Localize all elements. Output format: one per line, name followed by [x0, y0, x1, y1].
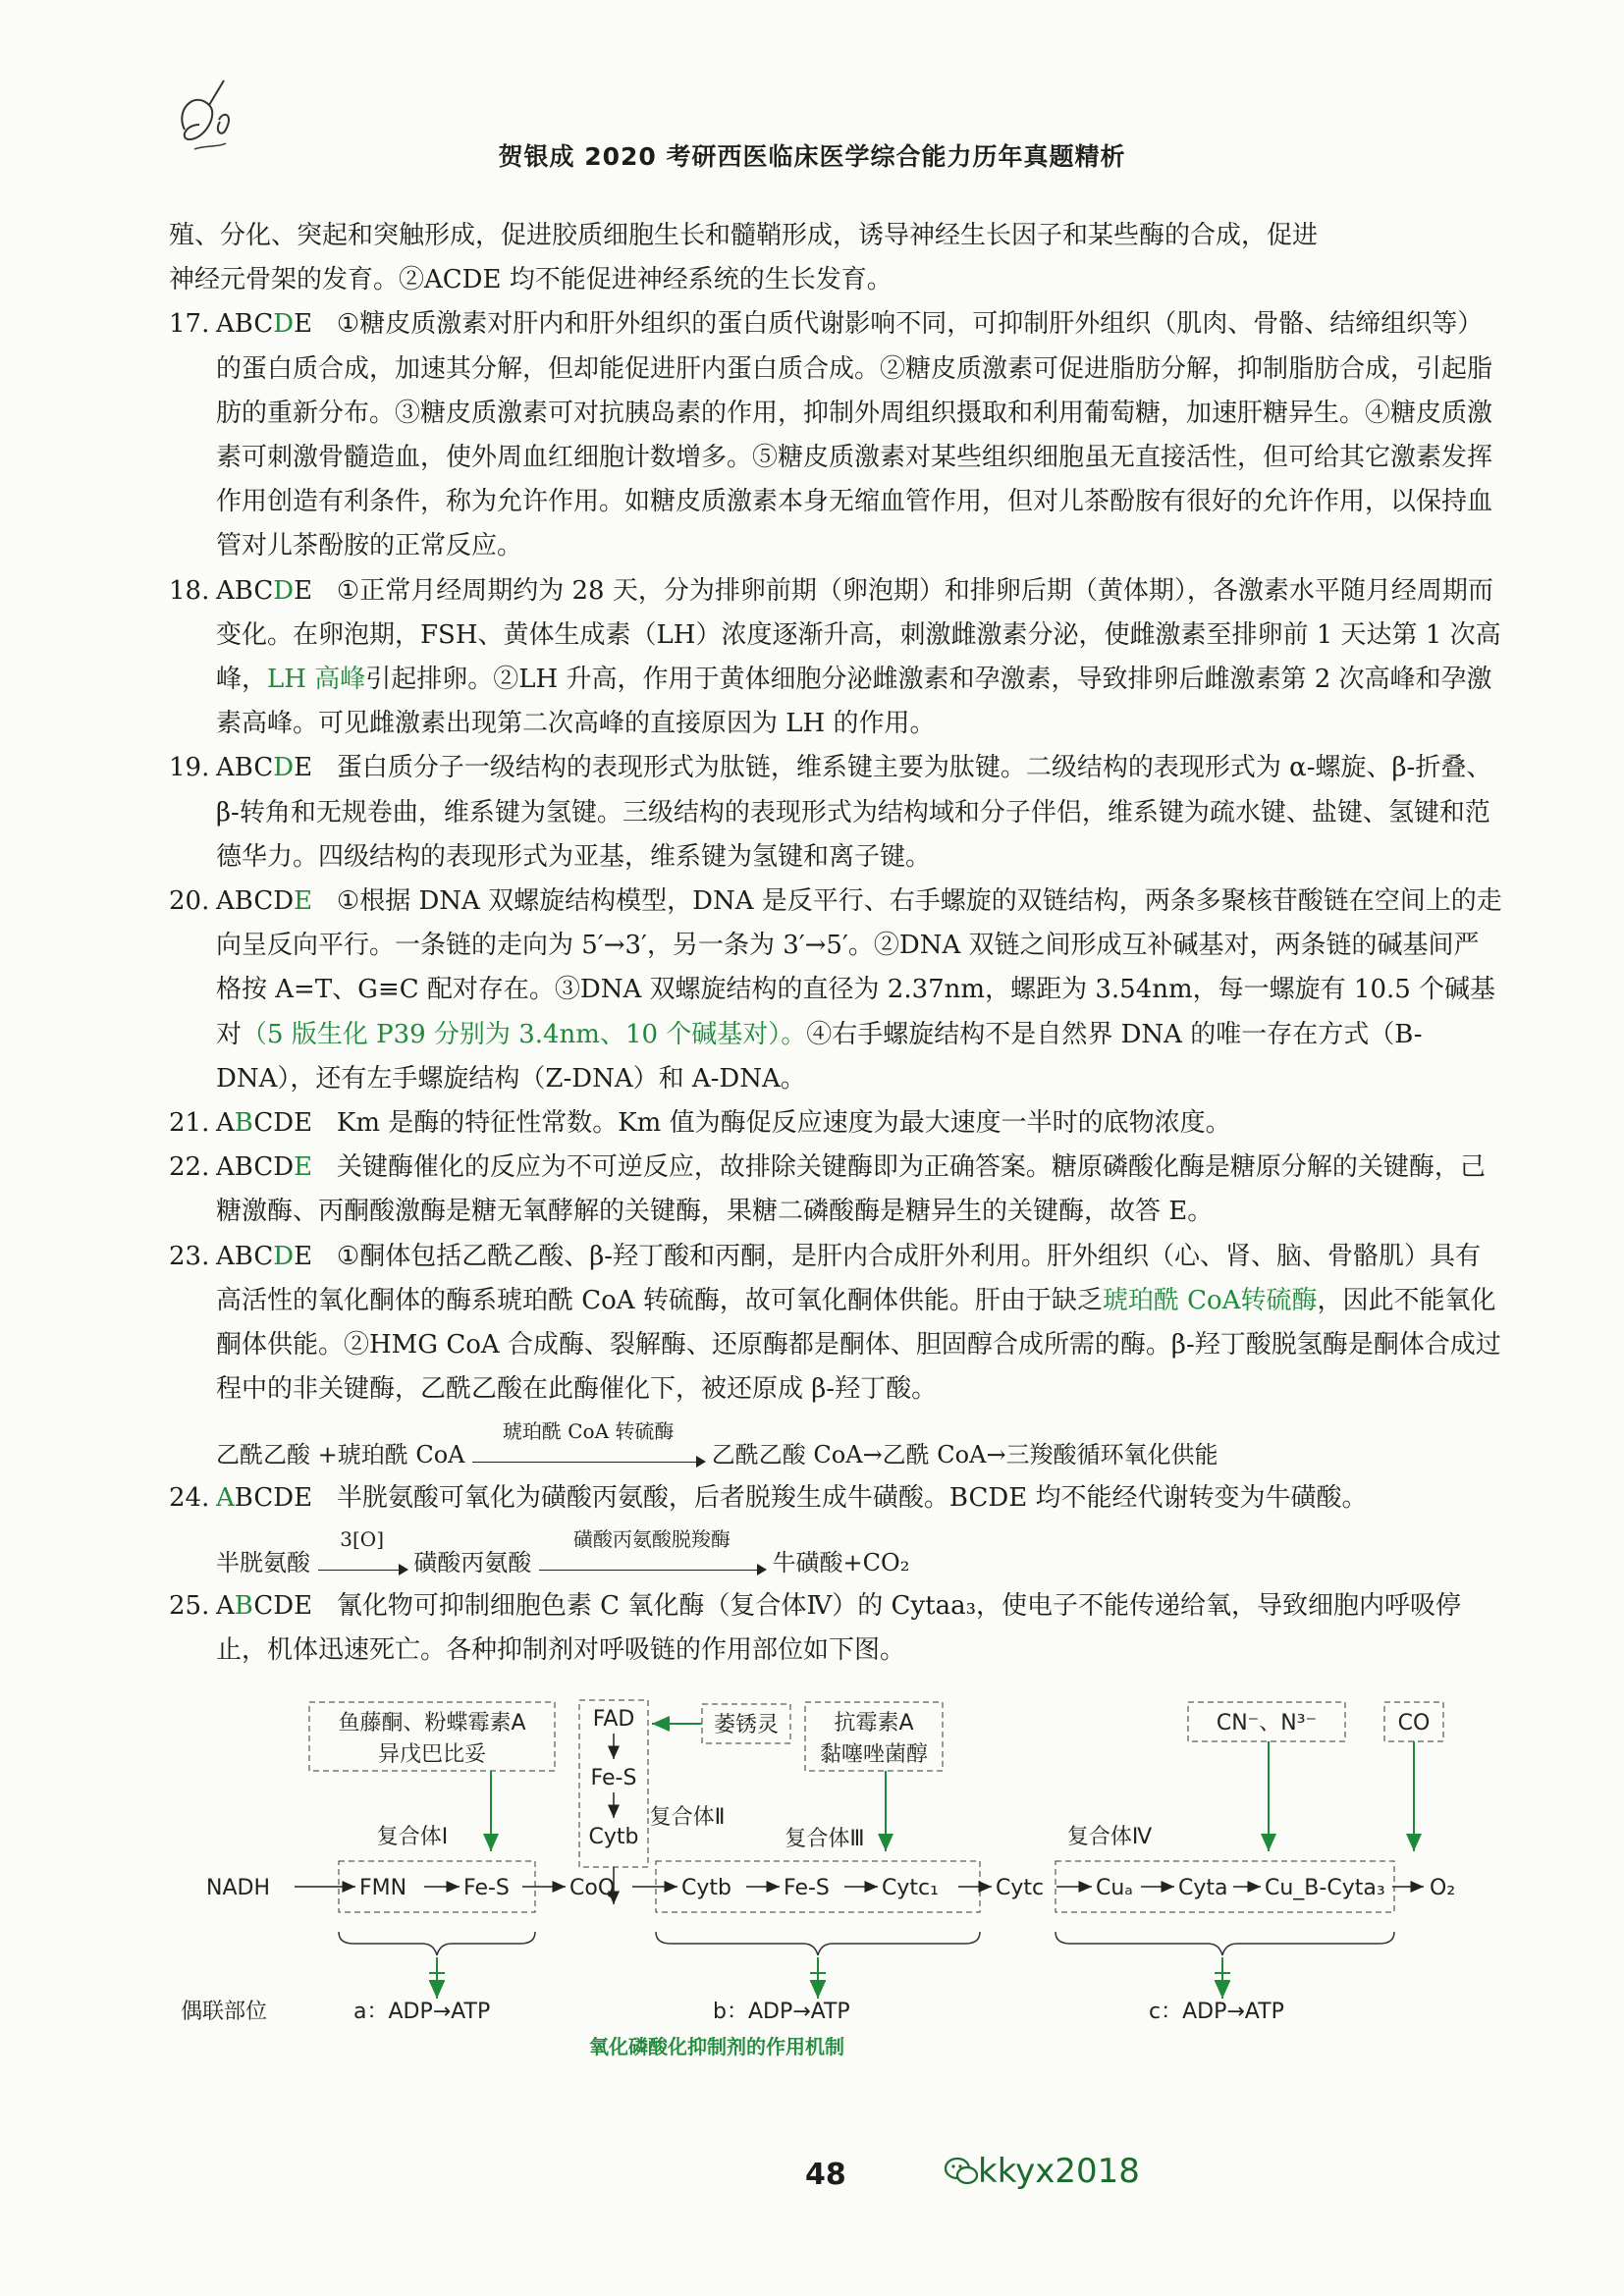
inhibitor-label: 鱼藤酮、粉蝶霉素A [338, 1711, 526, 1735]
correct-answer: D [273, 575, 295, 606]
item-line: 缔组织等）的蛋白质合成，加速其分解，但却能促进肝内蛋白质合成。②糖皮质激素可促进脂肪分解， [216, 309, 1484, 384]
complex-ii-label: 复合体Ⅱ [649, 1805, 726, 1830]
intro-line: 神经元骨架的发育。②ACDE 均不能促进神经系统的生长发育。 [169, 265, 893, 295]
answer-text [169, 214, 1504, 1673]
cytb-label: Cytb [681, 1876, 731, 1900]
cytb-label: Cytb [588, 1825, 639, 1849]
highlight-text: 转硫酶 [1240, 1285, 1318, 1315]
coq-label: CoQ [569, 1876, 616, 1900]
enzyme-label: 琥珀酰 CoA 转硫酶 [502, 1419, 675, 1444]
inhibitor-label: 异戊巴比妥 [377, 1742, 487, 1767]
respiratory-chain-diagram [167, 1686, 1522, 2059]
nadh-label: NADH [206, 1876, 270, 1900]
answer-item-23: 23. ABCDE ①酮体包括乙酰乙酸、β-羟丁酸和丙酮，是肝内合成肝外利用。肝外组织（心、肾、脑、骨骼肌）具有高活性的氧化酮体的酶系琥珀酰 CoA 转硫酶，故可氧化酮体供能。肝由于缺乏琥珀酰 CoA转硫酶，因此不能氧化酮体供能。②HMG CoA 合成酶、裂解酶、还原酶都是酮体、胆固醇合成所需的酶。β-羟丁酸脱氢酶是酮体合成过程中的非关键酶，乙酰乙酸在此酶催化下，被还原成 β-羟丁酸。 [169, 1235, 1504, 1413]
enzyme-label: 磺酸丙氨酸脱羧酶 [572, 1526, 731, 1551]
correct-answer: D [273, 753, 295, 783]
coupling-site-c: c：ADP→ATP [1149, 2000, 1284, 2024]
arrow-label: 3[O] [340, 1526, 384, 1551]
inhibitor-label: CN⁻、N³⁻ [1216, 1711, 1318, 1735]
item-number: 22. [169, 1152, 210, 1183]
reaction-equation-23: 乙酰乙酸 +琥珀酰 CoA 琥珀酰 CoA 转硫酶 乙酰乙酸 CoA→乙酰 CoA→三羧酸循环氧化供能 [169, 1433, 1504, 1476]
correct-answer: B [234, 1590, 254, 1621]
inhibitor-label: 萎锈灵 [713, 1713, 780, 1737]
item-number: 24. [169, 1483, 210, 1514]
highlight-text: （5 版生化 P39 分别为 3.4nm、10 个碱基对）。 [242, 1019, 807, 1049]
item-number: 19. [169, 753, 210, 783]
complex-iii-label: 复合体Ⅲ [785, 1827, 865, 1851]
coupling-site-a: a：ADP→ATP [353, 2000, 491, 2024]
page-header: 贺银成 2020 考研西医临床医学综合能力历年真题精析 [498, 142, 1126, 171]
answer-item-24: 24. ABCDE 半胱氨酸可氧化为磺酸丙氨酸，后者脱羧生成牛磺酸。BCDE 均不能经代谢转变为牛磺酸。 [169, 1476, 1504, 1521]
complex-iv-label: 复合体Ⅳ [1066, 1825, 1153, 1849]
inhibitor-label: 黏噻唑菌醇 [819, 1742, 929, 1767]
answer-item-20: 20. ABCDE ①根据 DNA 双螺旋结构模型，DNA 是反平行、右手螺旋的双链结构，两条多聚核苷酸链在空间上的走向呈反向平行。一条链的走向为 5′→3′，另一条为 3′→5′。②DNA 双链之间形成互补碱基对，两条链的碱基间严格按 A=T、G≡C 配对存在。③DNA 双螺旋结构的直径为 2.37nm，螺距为 3.54nm，每一螺旋有 10.5 个碱基对（5 版生化 P39 分别为 3.4nm、10 个碱基对）。④右手螺旋结构不是自然界 DNA 的唯一存在方式（B-DNA），还有左手螺旋结构（Z-DNA）和 A-DNA。 [169, 880, 1504, 1101]
answer-options: ABCDE [216, 1483, 313, 1514]
correct-answer: B [234, 1108, 254, 1139]
coupling-site-label: 偶联部位 [181, 2000, 268, 2024]
answer-options: ABCDE [216, 1108, 313, 1139]
wechat-icon [945, 2157, 978, 2186]
reaction-equation-24: 半胱氨酸 3[O] 磺酸丙氨酸 磺酸丙氨酸脱羧酶 牛磺酸+CO₂ [169, 1541, 1504, 1584]
answer-item-18: 18. ABCDE ①正常月经周期约为 28 天，分为排卵前期（卵泡期）和排卵后期（黄体期），各激素水平随月经周期而变化。在卵泡期，FSH、黄体生成素（LH）浓度逐渐升高，刺激雌激素分泌，使雌激素至排卵前 1 天达第 1 次高峰，LH 高峰引起排卵。②LH 升高，作用于黄体细胞分泌雌激素和孕激素，导致排卵后雌激素第 2 次高峰和孕激素高峰。可见雌激素出现第二次高峰的直接原因为 LH 的作用。 [169, 569, 1504, 747]
correct-answer: D [273, 309, 295, 340]
cytc-label: Cytc [996, 1876, 1045, 1900]
correct-answer: E [294, 1152, 313, 1183]
cub-cyta3-label: Cu_B-Cyta₃ [1265, 1876, 1385, 1900]
answer-options: ABCDE [216, 309, 313, 340]
inhibitor-label: CO [1397, 1711, 1431, 1735]
cyta-label: Cyta [1178, 1876, 1228, 1900]
answer-item-21: 21. ABCDE Km 是酶的特征性常数。Km 值为酶促反应速度为最大速度一半时的底物浓度。 [169, 1101, 1504, 1146]
item-line: ①糖皮质激素对肝内和肝外组织的蛋白质代谢影响不同，可抑制肝外组织（肌肉、骨骼、结 [336, 309, 1356, 340]
highlight-text: 琥珀酰 CoA [1102, 1285, 1241, 1315]
answer-options: ABCDE [216, 1241, 313, 1271]
item-number: 21. [169, 1108, 210, 1139]
item-line: 葡萄糖，加速肝糖异生。④糖皮质激素可刺激骨髓造血，使外周血红细胞计数增多。⑤糖皮质激素对 [216, 398, 1493, 473]
answer-item-22: 22. ABCDE 关键酶催化的反应为不可逆反应，故排除关键酶即为正确答案。糖原磷酸化酶是糖原分解的关键酶，己糖激酶、丙酮酸激酶是糖无氧酵解的关键酶，果糖二磷酸酶是糖异生的关键酶，故答 E。 [169, 1146, 1504, 1234]
item-number: 20. [169, 886, 210, 917]
answer-options: ABCDE [216, 1590, 313, 1621]
fes-label: Fe-S [463, 1876, 510, 1900]
coupling-brace-a [339, 1932, 535, 1955]
answer-options: ABCDE [216, 886, 313, 917]
answer-item-19: 19. ABCDE 蛋白质分子一级结构的表现形式为肽链，维系键主要为肽键。二级结构的表现形式为 α-螺旋、β-折叠、β-转角和无规卷曲，维系键为氢键。三级结构的表现形式为结构域和分子伴侣，维系键为疏水键、盐键、氢键和范德华力。四级结构的表现形式为亚基，维系键为氢键和离子键。 [169, 746, 1504, 880]
item-number: 17. [169, 309, 210, 340]
fes-label: Fe-S [590, 1766, 637, 1790]
coupling-brace-b [656, 1932, 980, 1955]
correct-answer: A [216, 1483, 235, 1514]
intro-line: 殖、分化、突起和突触形成，促进胶质细胞生长和髓鞘形成，诱导神经生长因子和某些酶的合成，促进 [169, 221, 1319, 250]
correct-answer: E [294, 886, 313, 917]
answer-item-17 [169, 302, 1504, 568]
item-line: 某些组织细胞虽无直接活性，但可给其它激素发挥作用创造有利条件，称为允许作用。如糖皮质激素 [216, 443, 1493, 517]
watermark: kkyx2018 [945, 2152, 1140, 2191]
coupling-brace-c [1056, 1932, 1394, 1955]
item-number: 23. [169, 1241, 210, 1271]
complex-i-label: 复合体Ⅰ [376, 1825, 449, 1849]
fes-label: Fe-S [784, 1876, 830, 1900]
diagram-caption: 氧化磷酸化抑制剂的作用机制 [589, 2035, 844, 2058]
fmn-label: FMN [359, 1876, 407, 1900]
inhibitor-label: 抗霉素A [834, 1711, 914, 1735]
page-number: 48 [805, 2158, 846, 2192]
highlight-text: LH 高峰 [267, 665, 366, 695]
fad-label: FAD [592, 1707, 635, 1732]
answer-item-25: 25. ABCDE 氰化物可抑制细胞色素 C 氧化酶（复合体Ⅳ）的 Cytaa₃，使电子不能传递给氧，导致细胞内呼吸停止，机体迅速死亡。各种抑制剂对呼吸链的作用部位如下图。 [169, 1584, 1504, 1673]
answer-options: ABCDE [216, 575, 313, 606]
coupling-site-b: b：ADP→ATP [713, 2000, 850, 2024]
item-line: 抑制脂肪合成，引起脂肪的重新分布。③糖皮质激素可对抗胰岛素的作用，抑制外周组织摄取和利用 [216, 353, 1493, 428]
item-number: 18. [169, 575, 210, 606]
cua-label: Cuₐ [1096, 1876, 1133, 1900]
answer-options: ABCDE [216, 753, 313, 783]
answer-options: ABCDE [216, 1152, 313, 1183]
correct-answer: D [273, 1241, 295, 1271]
item-line: 本身无缩血管作用，但对儿茶酚胺有很好的允许作用，以保持血管对儿茶酚胺的正常反应。 [216, 487, 1493, 561]
cytc1-label: Cytc₁ [882, 1876, 939, 1900]
o2-label: O₂ [1430, 1876, 1456, 1900]
item-number: 25. [169, 1590, 210, 1621]
